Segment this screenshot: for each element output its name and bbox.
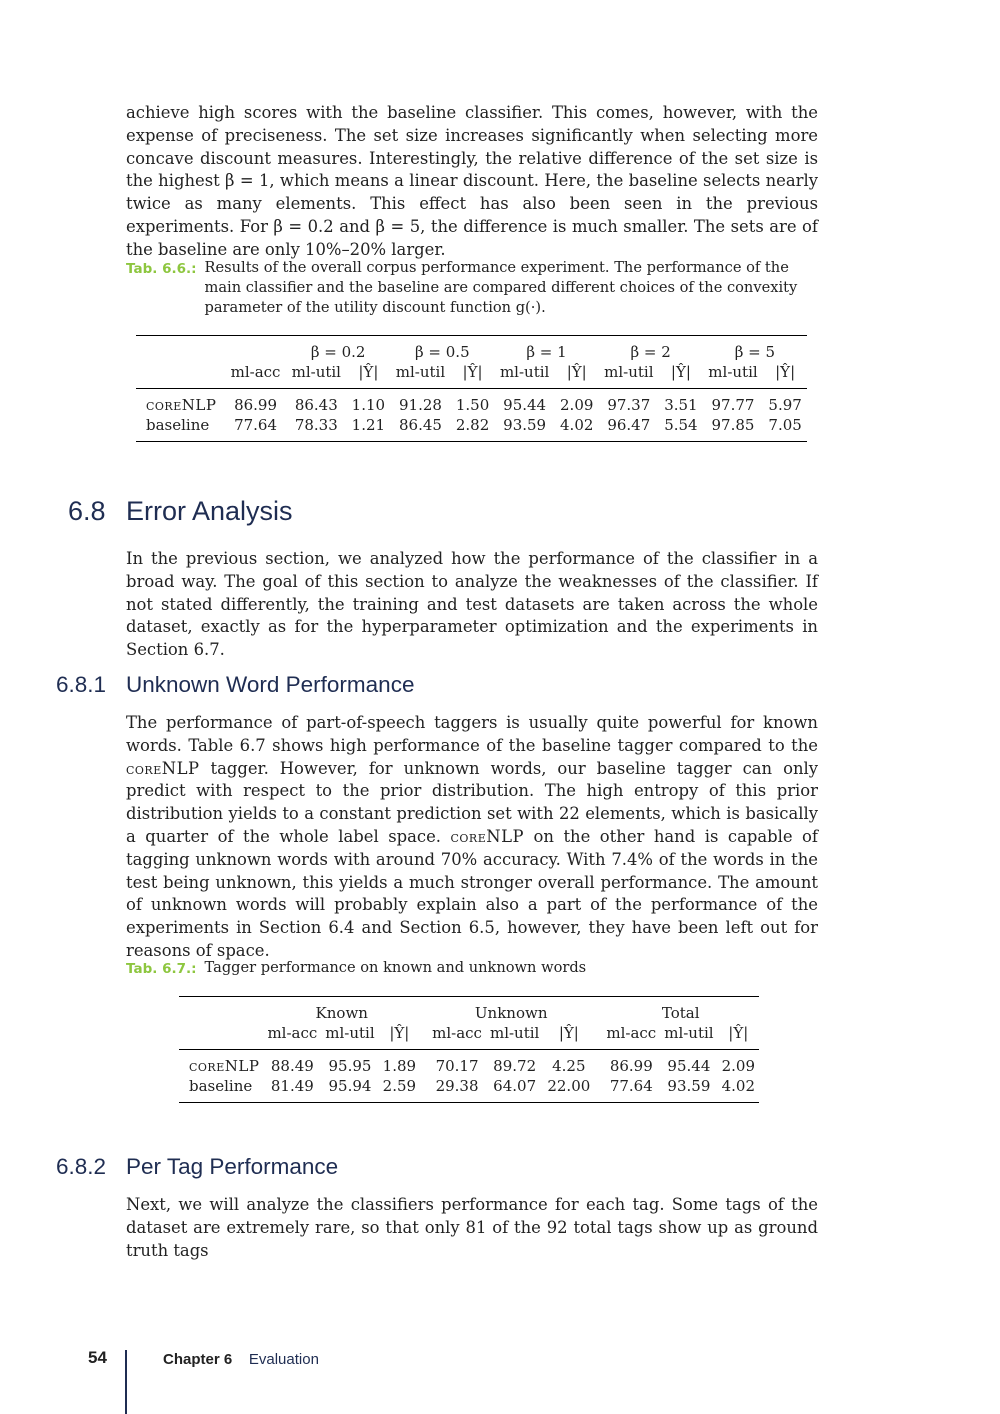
beta-header: β = 0.5	[414, 343, 470, 361]
table-cell: 2.09	[721, 1057, 755, 1075]
table-row	[136, 415, 807, 442]
column-header: |Ŷ|	[451, 362, 495, 389]
column-header: ml-util	[599, 362, 660, 389]
column-header: |Ŷ|	[763, 362, 807, 389]
table-cell: 97.77	[711, 396, 755, 414]
table-cell: 5.97	[768, 396, 802, 414]
table-cell: 88.49	[270, 1057, 314, 1075]
table-cell: 93.59	[503, 416, 547, 434]
table-cell: 95.44	[667, 1057, 711, 1075]
table-cell: 77.64	[609, 1077, 653, 1095]
beta-header: β = 0.2	[310, 343, 366, 361]
subsection-title: Unknown Word Performance	[126, 672, 415, 697]
section-6-8-1-paragraph	[126, 712, 818, 963]
section-number: 6.8	[68, 496, 106, 526]
table-cell: 4.25	[552, 1057, 586, 1075]
column-header: |Ŷ|	[543, 1023, 594, 1050]
table-cell: 95.44	[503, 396, 547, 414]
column-header: ml-util	[390, 362, 451, 389]
table-cell: 4.02	[560, 416, 594, 434]
table-cell: 78.33	[294, 416, 338, 434]
beta-header: β = 5	[734, 343, 776, 361]
table-cell: 93.59	[667, 1077, 711, 1095]
subsection-title: Per Tag Performance	[126, 1154, 339, 1179]
table-cell: 4.02	[721, 1077, 755, 1095]
column-header: |Ŷ|	[379, 1023, 420, 1050]
subsection-number: 6.8.2	[56, 1154, 107, 1179]
table-cell: 1.10	[351, 396, 386, 414]
column-header: |Ŷ|	[555, 362, 599, 389]
group-header: Unknown	[474, 1004, 548, 1022]
table-cell: 97.85	[711, 416, 755, 434]
paragraph-text: The performance of part-of-speech taggers is usually quite powerful for known words. Table 6.7 shows high performance of the baseline tagger compared to the	[126, 713, 818, 755]
paragraph-text: on the other hand is capable of tagging unknown words with around 70% accuracy. With 7.4% of the words in the test being unknown, this yields a much stronger overall performance. The amount of unknown words will probably explain also a part of the performance of the experiments in Section 6.4 and Section 6.5, however, they have been left out for reasons of space.	[126, 826, 818, 960]
column-header: ml-util	[286, 362, 347, 389]
table-cell: 95.94	[328, 1077, 372, 1095]
table-row	[136, 389, 807, 416]
table-cell: 64.07	[493, 1077, 537, 1095]
column-header: ml-util	[321, 1023, 378, 1050]
footer-divider	[125, 1350, 127, 1414]
beta-header: β = 1	[526, 343, 567, 361]
chapter-number: Chapter 6	[163, 1351, 233, 1368]
table-6-7	[179, 996, 759, 1103]
table-cell: 86.43	[294, 396, 338, 414]
column-header: ml-acc	[225, 362, 286, 389]
column-header: ml-acc	[263, 1023, 321, 1050]
section-6-8-paragraph: In the previous section, we analyzed how the performance of the classifier in a broad way. The goal of this section to analyze the weaknesses of the classifier. If not stated differently, the training and test datasets are taken across the whole dataset, exactly as for the hyperparameter optimization and the experiments in Section 6.7.	[126, 549, 818, 660]
table-cell: 2.59	[382, 1077, 417, 1095]
table-label: Tab. 6.6.:	[126, 261, 197, 277]
column-header: ml-acc	[428, 1023, 486, 1050]
column-header: ml-util	[660, 1023, 717, 1050]
table-cell: 86.99	[234, 396, 278, 414]
table-cell: 81.49	[270, 1077, 314, 1095]
row-label: baseline	[146, 416, 210, 434]
section-6-8-2-paragraph: Next, we will analyze the classifiers performance for each tag. Some tags of the dataset are extremely rare, so that only 81 of the 92 total tags show up as ground truth tags	[126, 1195, 818, 1260]
group-header: Total	[661, 1004, 700, 1022]
table-cell: 1.21	[351, 416, 386, 434]
column-header: |Ŷ|	[347, 362, 391, 389]
table-cell: 97.37	[607, 396, 651, 414]
section-title: Error Analysis	[126, 496, 293, 526]
caption-text: Tagger performance on known and unknown words	[204, 959, 587, 976]
table-label: Tab. 6.7.:	[126, 961, 197, 977]
row-label: coreNLP	[189, 1057, 260, 1075]
table-row	[179, 1050, 759, 1077]
table-cell: 3.51	[664, 396, 698, 414]
chapter-title: Evaluation	[248, 1351, 319, 1368]
table-cell: 95.95	[328, 1057, 372, 1075]
page-number: 54	[88, 1348, 107, 1367]
table-cell: 70.17	[435, 1057, 479, 1075]
table-cell: 1.50	[455, 396, 490, 414]
table-6-6	[136, 335, 807, 442]
corenlp-name: coreNLP	[126, 758, 200, 778]
table-cell: 22.00	[547, 1077, 591, 1095]
paragraph-text: tagger. However, for unknown words, our baseline tagger can only predict with respect to the prior distribution. The high entropy of this prior distribution yields to a constant prediction set with 22 elements, which is basically a quarter of the whole label space.	[126, 758, 818, 846]
table-cell: 96.47	[607, 416, 651, 434]
table-cell: 1.89	[382, 1057, 417, 1075]
column-header: |Ŷ|	[718, 1023, 759, 1050]
column-header: ml-util	[703, 362, 764, 389]
table-cell: 29.38	[435, 1077, 479, 1095]
column-header: ml-util	[494, 362, 555, 389]
table-cell: 5.54	[664, 416, 698, 434]
column-header: ml-util	[486, 1023, 543, 1050]
corenlp-name: coreNLP	[450, 826, 525, 846]
intro-paragraph: achieve high scores with the baseline classifier. This comes, however, with the expense of preciseness. The set size increases significantly when selecting more concave discount measures. Interestingly, the relative difference of the set size is the highest β = 1, which means a linear discount. Here, the baseline selects nearly twice as many elements. This effect has also been seen in the previous experiments. For β = 0.2 and β = 5, the difference is much smaller. The sets are of the baseline are only 10%–20% larger.	[126, 103, 818, 259]
table-6-7-caption	[126, 958, 818, 979]
column-header: |Ŷ|	[659, 362, 703, 389]
table-cell: 2.82	[455, 416, 490, 434]
table-6-6-caption	[126, 258, 818, 318]
beta-header: β = 2	[630, 343, 671, 361]
table-cell: 7.05	[768, 416, 802, 434]
caption-text: Results of the overall corpus performance experiment. The performance of the main classifier and the baseline are compared different choices of the convexity parameter of the utility discount function g(·).	[204, 259, 798, 316]
table-cell: 86.45	[398, 416, 442, 434]
row-label: baseline	[189, 1077, 253, 1095]
table-cell: 89.72	[493, 1057, 537, 1075]
table-cell: 91.28	[398, 396, 442, 414]
column-header: ml-acc	[602, 1023, 660, 1050]
table-cell: 86.99	[609, 1057, 653, 1075]
table-cell: 2.09	[560, 396, 594, 414]
group-header: Known	[315, 1004, 368, 1022]
row-label: coreNLP	[146, 396, 217, 414]
running-footer	[163, 1351, 319, 1368]
table-row	[179, 1076, 759, 1103]
subsection-number: 6.8.1	[56, 672, 107, 697]
table-cell: 77.64	[234, 416, 278, 434]
